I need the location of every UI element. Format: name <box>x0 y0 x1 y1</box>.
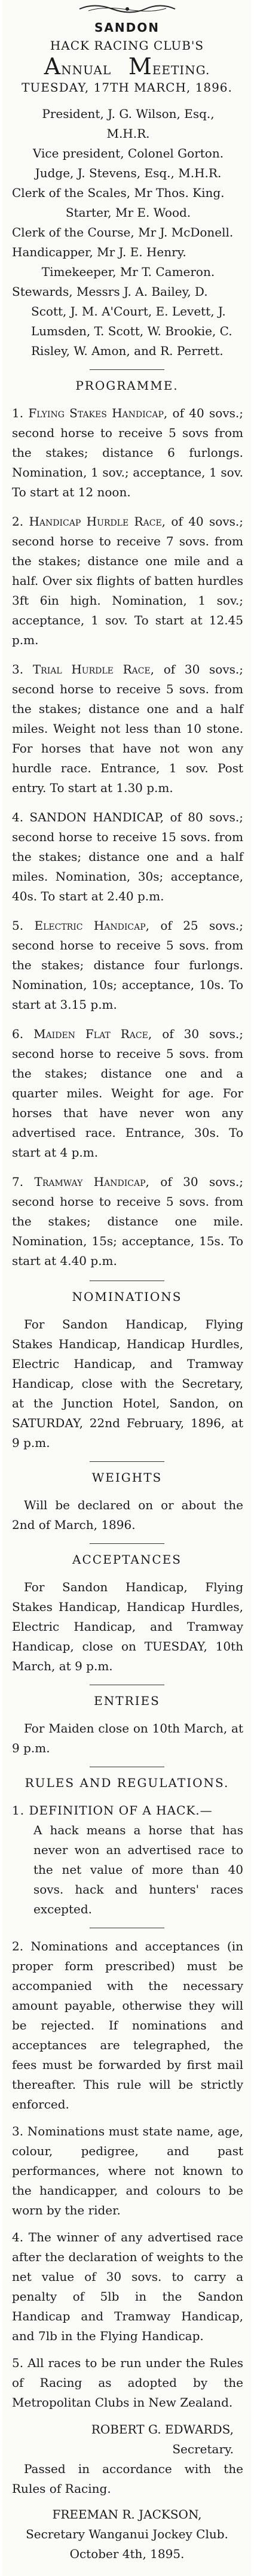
rule-1 <box>2 1801 252 1919</box>
entries-heading: ENTRIES <box>94 1694 160 1708</box>
officials-list <box>2 104 252 361</box>
divider <box>90 1543 164 1544</box>
race-3: 3. Trial Hurdle Race, of 30 sovs.; second horse to receive 5 sovs. from the stakes; distance one and a half miles. Weight not less than 10 stone. For horses that have not won any hurdle race. Entrance, 1 sov. Post entry. To start at 1.30 p.m. <box>12 662 244 795</box>
weights-text: Will be declared on or about the 2nd of March, 1896. <box>12 1498 243 1532</box>
signature-date: October 4th, 1895. <box>69 2547 185 2561</box>
official-timekeeper: Timekeeper, Mr T. Cameron. <box>41 265 215 279</box>
divider <box>90 369 164 370</box>
official-president: President, J. G. Wilson, Esq., <box>42 107 215 121</box>
entries-text: For Maiden close on 10th March, at 9 p.m. <box>12 1721 243 1755</box>
weights-heading: WEIGHTS <box>91 1470 163 1485</box>
race-2: 2. Handicap Hurdle Race, of 40 sovs.; second horse to receive 7 sovs. from the stakes; distance one mile and a half. Over six flights of batten hurdles 3ft 6in high. Nomination, 1 sov.; acceptance, 1 sov. To start at 12.45 p.m. <box>12 514 243 647</box>
official-president-suffix: M.H.R. <box>106 126 150 141</box>
race-4: 4. SANDON HANDICAP, of 80 sovs.; second horse to receive 15 sovs. from the stakes; distance one and a half miles. Nomination, 30s; acceptance, 40s. To start at 2.40 p.m. <box>12 810 243 903</box>
masthead-place: SANDON <box>94 20 160 35</box>
official-clerk-course: Clerk of the Course, Mr J. McDonell. <box>12 225 234 239</box>
nominations-text: For Sandon Handicap, Flying Stakes Handicap, Handicap Hurdles, Electric Handicap, and Tramway Handicap, close with the Secretary, at the Junction Hotel, Sandon, on SATURDAY, 22nd February, 1896, at 9 p.m. <box>12 1317 243 1450</box>
race-5: 5. Electric Handicap, of 25 sovs.; second horse to receive 5 sovs. from the stakes; distance four furlongs. Nomination, 10s; acceptance, 10s. To start at 3.15 p.m. <box>12 918 243 1012</box>
newspaper-clipping <box>2 0 252 2576</box>
signature-secretary-name: ROBERT G. EDWARDS, <box>91 2422 234 2437</box>
race-1: 1. Flying Stakes Handicap, of 40 sovs.; second horse to receive 5 sovs from the stakes; distance 6 furlongs. Nomination, 1 sov.; acceptance, 1 sov. To start at 12 noon. <box>12 406 243 499</box>
passed-note: Passed in accordance with the Rules of Racing. <box>12 2462 243 2496</box>
signature-jockey-club-name: FREEMAN R. JACKSON, <box>52 2507 202 2522</box>
divider <box>90 1461 164 1462</box>
acceptances-text: For Sandon Handicap, Flying Stakes Handicap, Handicap Hurdles, Electric Handicap, and Tramway Handicap, close on TUESDAY, 10th March, at 9 p.m. <box>12 1580 243 1673</box>
official-judge: Judge, J. Stevens, Esq., M.H.R. <box>35 166 222 180</box>
rule-1-text: A hack means a horse that has never won an advertised race to the net value of more than 40 sovs. hack and hunters' races excepted. <box>33 1823 243 1916</box>
rule-5: 5. All races to be run under the Rules of Racing as adopted by the Metropolitan Clubs in New Zealand. <box>12 2356 243 2410</box>
official-starter: Starter, Mr E. Wood. <box>65 205 191 220</box>
official-handicapper: Handicapper, Mr J. E. Henry. <box>12 245 186 259</box>
race-6: 6. Maiden Flat Race, of 30 sovs.; second horse to receive 5 sovs. from the stakes; distance one and a quarter miles. Weight for age. For horses that have never won any advertised race. Entrance, 30s. To start at 4 p.m. <box>12 1027 244 1160</box>
official-clerk-scales: Clerk of the Scales, Mr Thos. King. <box>12 186 225 200</box>
signature-jockey-club-title: Secretary Wanganui Jockey Club. <box>26 2527 228 2541</box>
signature-secretary-title: Secretary. <box>172 2442 234 2456</box>
nominations-heading: NOMINATIONS <box>72 1289 182 1304</box>
race-7: 7. Tramway Handicap, of 30 sovs.; second horse to receive 5 sovs. from the stakes; distance one mile. Nomination, 15s; acceptance, 15s. To start at 4.40 p.m. <box>12 1175 243 1268</box>
acceptances-heading: ACCEPTANCES <box>72 1552 182 1567</box>
rule-4: 4. The winner of any advertised race after the declaration of weights to the net value of 30 sovs. to carry a penalty of 5lb in the Sandon Handicap and Tramway Handicap, and 7lb in the Flying Handicap. <box>12 2230 243 2343</box>
rule-2: 2. Nominations and acceptances (in proper form prescribed) must be accompanied with the necessary amount payable, otherwise they will be rejected. If nominations and acceptances are telegraphed, the fees must be forwarded by first mail thereafter. This rule will be strictly enforced. <box>12 1939 243 2111</box>
meeting-date: TUESDAY, 17TH MARCH, 1896. <box>22 80 232 95</box>
decorative-rule-icon <box>76 4 178 14</box>
rule-3: 3. Nominations must state name, age, colour, pedigree, and past performances, where not known to the handicapper, and colours to be worn by the rider. <box>12 2124 243 2217</box>
programme-heading: PROGRAMME. <box>75 378 179 393</box>
rules-heading: RULES AND REGULATIONS. <box>25 1776 229 1790</box>
meeting-title: ANNUAL MEETING. <box>44 53 210 80</box>
rule-1-title: 1. DEFINITION OF A HACK.— <box>12 1803 213 1818</box>
official-vice-president: Vice president, Colonel Gorton. <box>32 146 224 160</box>
club-line: HACK RACING CLUB'S <box>50 38 204 53</box>
event-title <box>2 38 252 53</box>
official-stewards: Stewards, Messrs J. A. Bailey, D. Scott, J. M. A'Court, E. Levett, J. Lumsden, T. Scott, W. Brookie, C. Risley, W. Amon, and R. Perrett. <box>12 284 232 358</box>
